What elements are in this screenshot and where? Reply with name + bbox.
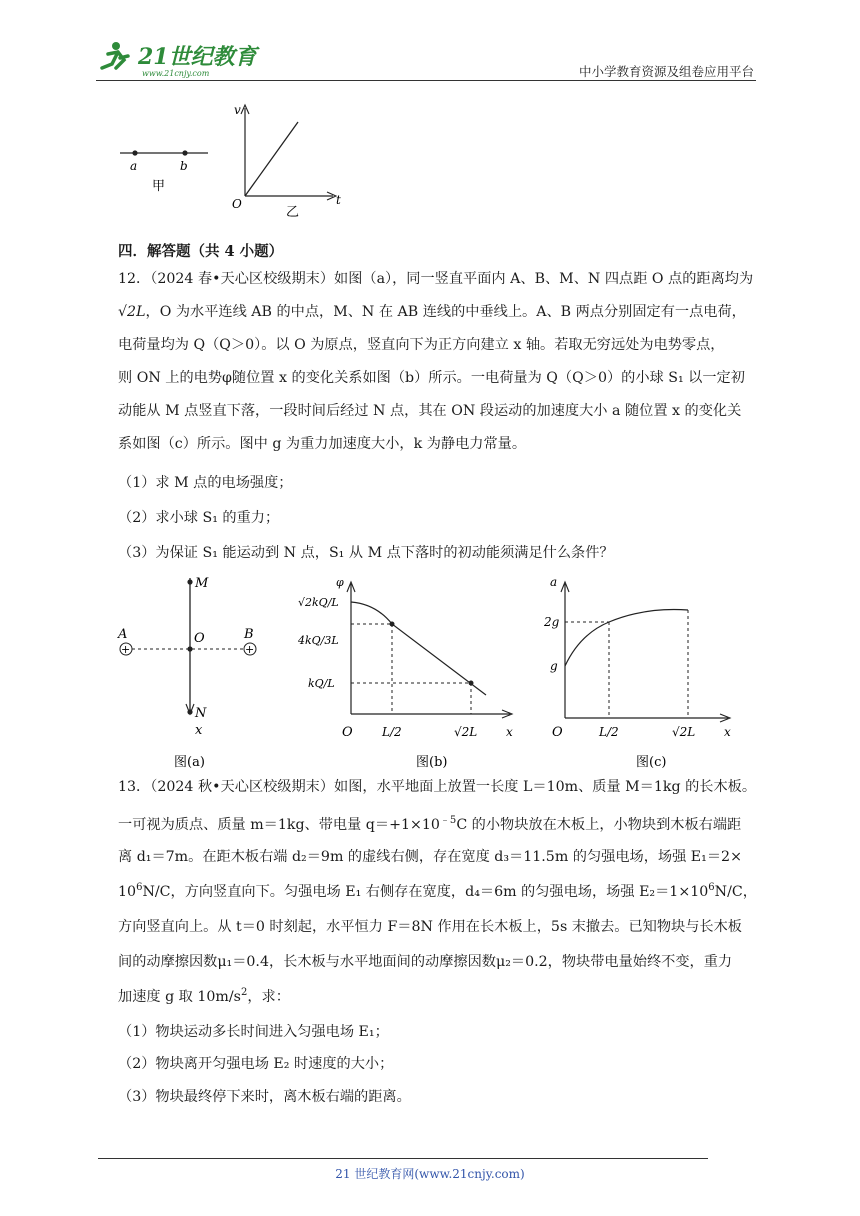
q13-exp-3: 6 <box>708 882 715 893</box>
platform-name: 中小学教育资源及组卷应用平台 <box>578 64 754 79</box>
x-axis-label: x <box>195 723 203 738</box>
q12-text-2: ，O 为水平连线 AB 的中点，M、N 在 AB 连线的中垂线上。A、B 两点分别固定有一点电荷， <box>145 304 746 320</box>
a-tick-g: g <box>550 659 558 673</box>
logo-url: www.21cnjy.com <box>142 69 210 78</box>
t-axis-label: t <box>336 193 341 207</box>
x-axis-c-label: x <box>724 725 731 739</box>
q12-line3: 电荷量均为 Q（Q＞0）。以 O 为原点，竖直向下为正方向建立 x 轴。若取无穷远处为电势零点， <box>118 337 725 353</box>
origin-c-label: O <box>552 725 563 740</box>
q12-line6: 系如图（c）所示。图中 g 为重力加速度大小，k 为静电力常量。 <box>118 436 527 452</box>
a-axis-label: a <box>550 575 558 589</box>
q13-sub3: （3）物块最终停下来时，离木板右端的距离。 <box>118 1089 411 1105</box>
x-axis-b-label: x <box>506 725 513 739</box>
point-m-label: M <box>195 576 209 591</box>
figure-b-caption: 图(b) <box>416 755 448 770</box>
q13-line7 <box>118 986 290 1006</box>
q12-line1 <box>118 268 753 288</box>
figure-a-caption: 图(a) <box>174 755 205 770</box>
q13-text-1: 如图，水平地面上放置一长度 L＝10m、质量 M＝1kg 的长木板。 <box>334 779 757 795</box>
figure-jia-caption: 甲 <box>152 179 166 194</box>
figure-c-caption: 图(c) <box>636 755 667 770</box>
q12-sub2: （2）求小球 S₁ 的重力； <box>118 510 280 526</box>
q12-text-1: 如图（a），同一竖直平面内 A、B、M、N 四点距 O 点的距离均为 <box>334 271 754 287</box>
q13-text-4a: 10 <box>118 884 137 900</box>
q13-sub2: （2）物块离开匀强电场 E₂ 时速度的大小； <box>118 1056 394 1072</box>
q12-sub1: （1）求 M 点的电场强度； <box>118 475 293 491</box>
q13-text-2b: C 的小物块放在木板上，小物块到木板右端距 <box>456 817 742 833</box>
q13-text-2a: 一可视为质点、质量 m＝1kg、带电量 q＝+1×10 <box>118 817 440 833</box>
phi-axis-label: φ <box>336 576 344 589</box>
q12-line5: 动能从 M 点竖直下落，一段时间后经过 N 点，其在 ON 段运动的加速度大小 a 随位置 x 的变化关 <box>118 403 742 419</box>
section-title: 四．解答题（共 4 小题） <box>118 243 284 260</box>
site-logo <box>94 34 264 84</box>
q12-line2 <box>118 301 746 321</box>
point-o-label: O <box>194 631 205 646</box>
q12-source: （2024 春•天心区校级期末） <box>150 271 335 287</box>
q13-text-4c: N/C， <box>714 884 757 900</box>
x-tick-c-half-L: L/2 <box>599 725 619 739</box>
svg-text:+: + <box>121 643 131 656</box>
figure-yi-caption: 乙 <box>286 205 300 218</box>
header-divider <box>96 80 756 81</box>
x-tick-c-sqrt2L: √2L <box>672 725 696 739</box>
q12-line4: 则 ON 上的电势φ随位置 x 的变化关系如图（b）所示。一电荷量为 Q（Q＞0）的小球 S₁ 以一定初 <box>118 370 745 386</box>
q13-line5: 方向竖直向上。从 t＝0 时刻起，水平恒力 F＝8N 作用在长木板上，5s 末撤去。已知物块与长木板 <box>118 919 742 935</box>
top-figures <box>110 100 350 218</box>
q13-line6: 间的动摩擦因数μ₁＝0.4，长木板与水平地面间的动摩擦因数μ₂＝0.2，物块带电量始终不变，重力 <box>118 954 733 970</box>
a-tick-2g: 2g <box>544 615 560 629</box>
point-a-charge-label: A <box>118 627 128 642</box>
q12-sqrt2L: √2L <box>118 304 146 320</box>
figure-b <box>296 572 526 777</box>
phi-tick-2: 4kQ/3L <box>298 634 339 647</box>
point-n-label: N <box>195 706 207 721</box>
q13-line4 <box>118 881 757 901</box>
x-tick-half-L: L/2 <box>382 725 402 739</box>
origin-b-label: O <box>342 725 353 740</box>
v-axis-label: v <box>234 103 241 117</box>
figure-c <box>540 572 750 777</box>
origin-label: O <box>232 197 242 211</box>
svg-text:+: + <box>245 643 255 656</box>
q13-exp-1: ﹣5 <box>439 815 457 826</box>
q13-source: （2024 秋•天心区校级期末） <box>150 779 335 795</box>
figure-a <box>110 572 280 777</box>
footer-link[interactable]: 21 世纪教育网(www.21cnjy.com) <box>335 1167 525 1181</box>
q13-number: 13． <box>118 779 151 795</box>
q13-exp-2: 6 <box>136 882 143 893</box>
point-a-label: a <box>130 159 138 173</box>
q13-sub1: （1）物块运动多长时间进入匀强电场 E₁； <box>118 1024 389 1040</box>
logo-text: 21世纪教育 <box>138 44 257 70</box>
phi-tick-1: √2kQ/L <box>298 596 339 609</box>
q13-line1 <box>118 776 756 796</box>
q12-sub3: （3）为保证 S₁ 能运动到 N 点，S₁ 从 M 点下落时的初动能须满足什么条件？ <box>118 545 614 561</box>
q13-line3: 离 d₁＝7m。在距木板右端 d₂＝9m 的虚线右侧，存在宽度 d₃＝11.5m 的匀强电场，场强 E₁＝2× <box>118 849 742 865</box>
footer-divider <box>98 1158 708 1159</box>
q13-text-7b: ，求： <box>247 989 290 1005</box>
point-b-label: b <box>180 159 188 173</box>
q13-text-7a: 加速度 g 取 10m/s <box>118 989 241 1005</box>
q12-number: 12． <box>118 271 151 287</box>
q13-exp-4: 2 <box>240 987 248 998</box>
phi-tick-3: kQ/L <box>308 677 335 690</box>
point-b-charge-label: B <box>244 627 254 642</box>
q13-line2 <box>118 811 741 834</box>
q13-text-4b: N/C，方向竖直向下。匀强电场 E₁ 右侧存在宽度，d₄＝6m 的匀强电场，场强 E₂＝1×10 <box>142 884 709 900</box>
x-tick-sqrt2L: √2L <box>454 725 478 739</box>
